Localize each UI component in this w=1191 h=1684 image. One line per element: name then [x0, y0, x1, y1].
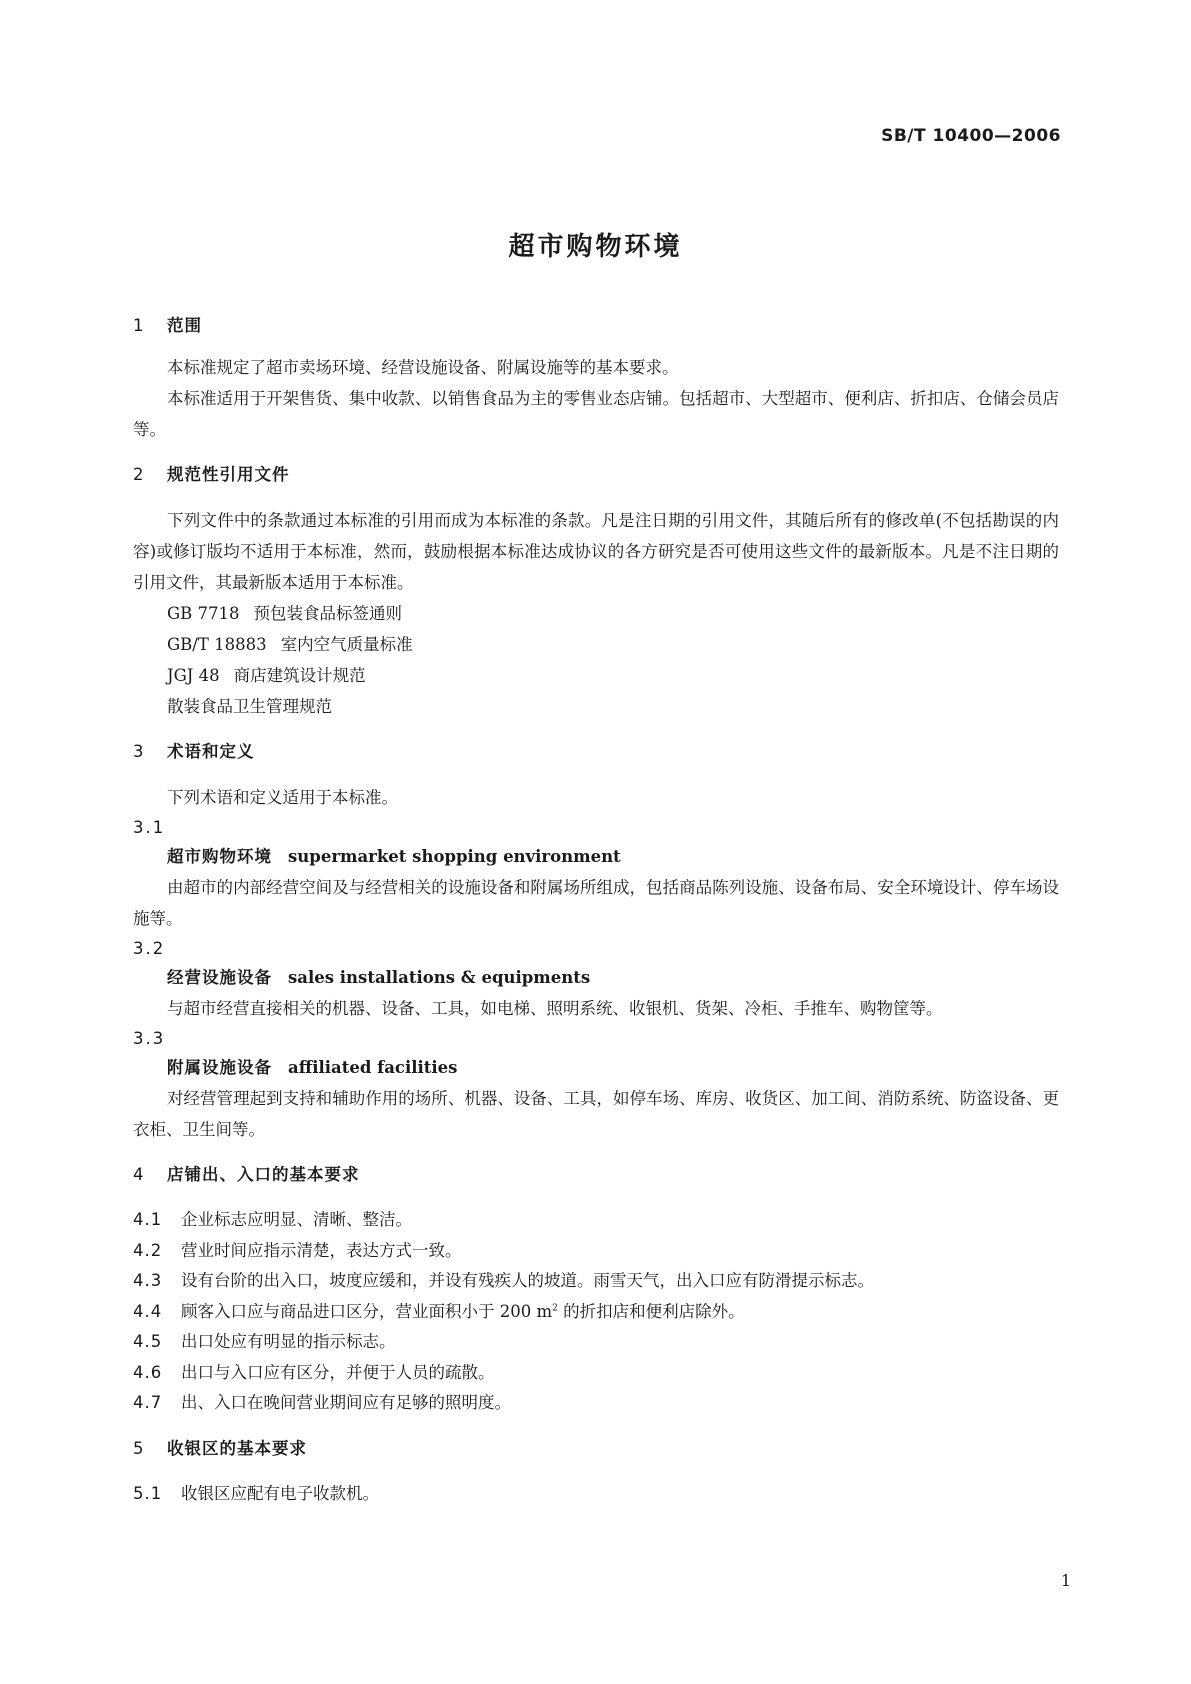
term-entry: 附属设施设备 affiliated facilities — [167, 1058, 458, 1077]
term-definition: 由超市的内部经营空间及与经营相关的设施设备和附属场所组成，包括商品陈列设施、设备布局、安全环境设计、停车场设施等。 — [133, 878, 1059, 928]
paragraph: 本标准规定了超市卖场环境、经营设施设备、附属设施等的基本要求。 — [167, 358, 679, 377]
term-definition: 对经营管理起到支持和辅助作用的场所、机器、设备、工具，如停车场、库房、收货区、加工间、消防系统、防盗设备、更衣柜、卫生间等。 — [133, 1089, 1059, 1139]
section-5-heading: 5 收银区的基本要求 — [133, 1438, 307, 1458]
section-2-heading: 2 规范性引用文件 — [133, 465, 290, 484]
document-title: 超市购物环境 — [508, 232, 683, 262]
term-entry: 经营设施设备 sales installations & equipments — [167, 968, 591, 987]
clause-item: 4.1 企业标志应明显、清晰、整洁。 — [133, 1210, 412, 1229]
term-number: 3.1 — [133, 818, 166, 837]
term-number: 3.3 — [133, 1029, 166, 1048]
reference-item: JGJ 48 商店建筑设计规范 — [167, 666, 366, 685]
reference-item: 散装食品卫生管理规范 — [167, 697, 332, 716]
clause-item: 4.3 设有台阶的出入口，坡度应缓和，并设有残疾人的坡道。雨雪天气，出入口应有防滑提示标志。 — [133, 1271, 874, 1290]
clause-item: 4.7 出、入口在晚间营业期间应有足够的照明度。 — [133, 1393, 511, 1412]
term-entry: 超市购物环境 supermarket shopping environment — [167, 847, 621, 866]
standard-code: SB/T 10400—2006 — [881, 126, 1061, 146]
clause-item: 4.2 营业时间应指示清楚，表达方式一致。 — [133, 1240, 462, 1260]
clause-item: 4.6 出口与入口应有区分，并便于人员的疏散。 — [133, 1362, 495, 1382]
paragraph: 下列术语和定义适用于本标准。 — [167, 788, 398, 807]
clause-item: 4.5 出口处应有明显的指示标志。 — [133, 1332, 396, 1351]
document-body — [133, 312, 1059, 1509]
section-3-heading: 3 术语和定义 — [133, 742, 255, 761]
reference-item: GB/T 18883 室内空气质量标准 — [167, 635, 413, 654]
clause-item: 5.1 收银区应配有电子收款机。 — [133, 1483, 379, 1503]
reference-item: GB 7718 预包装食品标签通则 — [167, 604, 403, 623]
page-number: 1 — [1060, 1571, 1071, 1590]
term-definition: 与超市经营直接相关的机器、设备、工具，如电梯、照明系统、收银机、货架、冷柜、手推车、购物筐等。 — [167, 999, 943, 1018]
section-1-heading: 1 范围 — [133, 316, 202, 335]
paragraph: 本标准适用于开架售货、集中收款、以销售食品为主的零售业态店铺。包括超市、大型超市、便利店、折扣店、仓储会员店等。 — [133, 389, 1059, 439]
paragraph: 下列文件中的条款通过本标准的引用而成为本标准的条款。凡是注日期的引用文件，其随后所有的修改单(不包括勘误的内容)或修订版均不适用于本标准，然而，鼓励根据本标准达成协议的各方研究是否可使用这些文件的最新版本。凡是不注日期的引用文件，其最新版本适用于本标准。 — [133, 511, 1059, 592]
term-number: 3.2 — [133, 939, 166, 958]
clause-item: 4.4 顾客入口应与商品进口区分，营业面积小于 200 $m^2$ 的折扣店和便利店除外。 — [133, 1301, 745, 1321]
section-4-heading: 4 店铺出、入口的基本要求 — [133, 1165, 360, 1184]
